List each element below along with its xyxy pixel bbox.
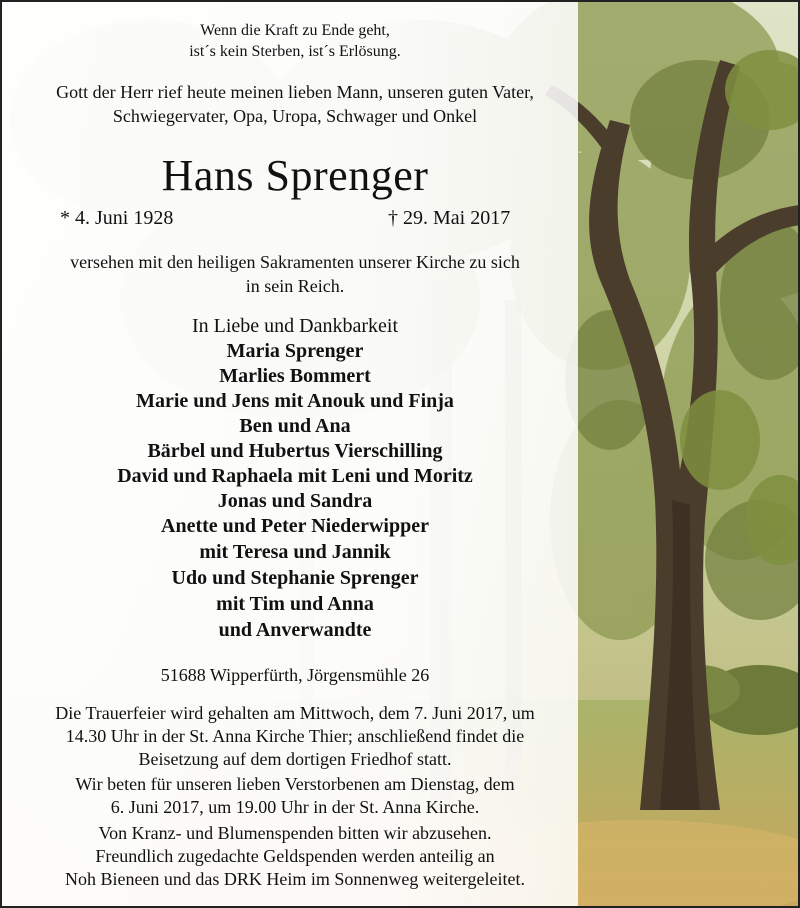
mourner-line: Marlies Bommert (219, 365, 371, 387)
donations-line-3: Noh Bieneen und das DRK Heim im Sonnenweg weitergeleitet. (64, 869, 526, 889)
funeral-line-3: Beisetzung auf dem dortigen Friedhof statt. (138, 749, 452, 769)
death-date: † 29. Mai 2017 (388, 207, 511, 229)
donations-line-1: Von Kranz- und Blumenspenden bitten wir abzusehen. (98, 823, 492, 843)
prayer-line-2: 6. Juni 2017, um 19.00 Uhr in der St. Anna Kirche. (110, 797, 480, 817)
intro-line-2: Schwiegervater, Opa, Uropa, Schwager und Onkel (112, 106, 478, 126)
mourner-line: Anette und Peter Niederwipper (161, 515, 429, 537)
funeral-line-1: Die Trauerfeier wird gehalten am Mittwoch, dem 7. Juni 2017, um (55, 703, 535, 723)
motto-line-1: Wenn die Kraft zu Ende geht, (200, 22, 390, 39)
mourners-intro: In Liebe und Dankbarkeit (191, 315, 399, 337)
mourner-line: Maria Sprenger (226, 340, 364, 362)
mourner-line: und Anverwandte (218, 619, 372, 641)
mourner-line: Udo und Stephanie Sprenger (171, 567, 419, 589)
mourner-line: Jonas und Sandra (217, 490, 373, 512)
sacraments-line-2: in sein Reich. (245, 276, 345, 296)
birth-date: * 4. Juni 1928 (60, 207, 174, 229)
motto-line-2: ist´s kein Sterben, ist´s Erlösung. (189, 43, 401, 60)
donations-line-2: Freundlich zugedachte Geldspenden werden anteilig an (95, 846, 495, 866)
mourner-line: mit Tim und Anna (216, 593, 374, 615)
mourner-line: mit Teresa und Jannik (199, 541, 391, 563)
family-address: 51688 Wipperfürth, Jörgensmühle 26 (160, 665, 430, 685)
prayer-line-1: Wir beten für unseren lieben Verstorbenen am Dienstag, dem (75, 774, 515, 794)
mourner-line: Bärbel und Hubertus Vierschilling (147, 440, 443, 462)
mourner-line: David und Raphaela mit Leni und Moritz (117, 465, 473, 487)
sacraments-line-1: versehen mit den heiligen Sakramenten unserer Kirche zu sich (70, 252, 520, 272)
mourner-line: Ben und Ana (239, 415, 351, 437)
deceased-name: Hans Sprenger (161, 151, 429, 200)
intro-line-1: Gott der Herr rief heute meinen lieben Mann, unseren guten Vater, (56, 82, 534, 102)
mourner-line: Marie und Jens mit Anouk und Finja (136, 390, 454, 412)
funeral-line-2: 14.30 Uhr in der St. Anna Kirche Thier; anschließend findet die (65, 726, 525, 746)
